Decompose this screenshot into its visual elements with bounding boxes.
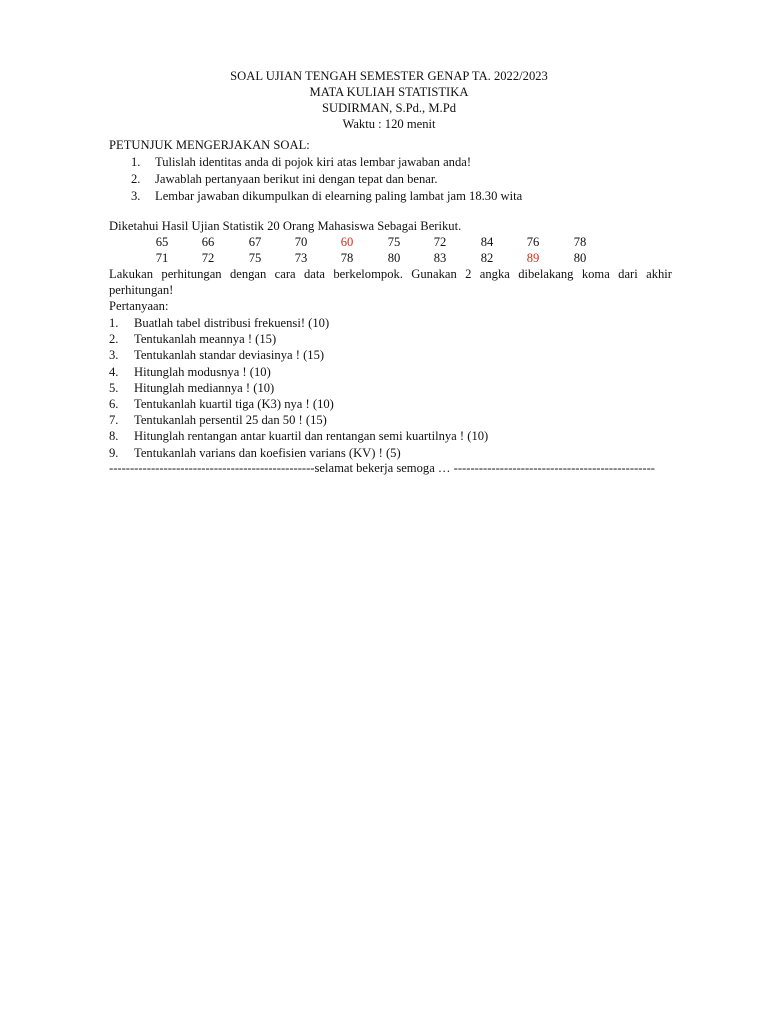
question-number: 8.	[109, 429, 119, 444]
score-value: 65	[155, 235, 169, 249]
score-value: 78	[573, 235, 587, 249]
exam-header	[0, 68, 768, 132]
question-text: Tentukanlah persentil 25 dan 50 ! (15)	[134, 413, 327, 428]
question-number: 4.	[109, 364, 119, 379]
score-value: 72	[433, 235, 447, 249]
data-intro: Diketahui Hasil Ujian Statistik 20 Orang Mahasiswa Sebagai Berikut.	[109, 219, 462, 233]
score-value: 84	[480, 235, 494, 249]
question-number: 5.	[109, 380, 119, 395]
score-value: 80	[387, 251, 401, 265]
instruction-number: 3.	[131, 189, 141, 203]
question-number: 1.	[109, 316, 119, 330]
question-text: Tentukanlah meannya ! (15)	[134, 332, 277, 347]
score-value: 82	[480, 251, 494, 265]
scores-row-1	[0, 234, 768, 250]
score-value: 67	[248, 235, 262, 249]
instruction-text: Jawablah pertanyaan berikut ini dengan tepat dan benar.	[155, 172, 438, 186]
question-text: Buatlah tabel distribusi frekuensi! (10)	[134, 316, 330, 330]
score-value: 70	[294, 235, 308, 249]
score-value: 60	[340, 235, 354, 249]
score-value: 89	[526, 251, 540, 265]
score-value: 71	[155, 251, 169, 265]
question-text: Hitunglah mediannya ! (10)	[134, 380, 275, 395]
question-text: Hitunglah rentangan antar kuartil dan rentangan semi kuartilnya ! (10)	[134, 429, 489, 444]
questions-title: Pertanyaan:	[109, 299, 169, 313]
question-text: Hitunglah modusnya ! (10)	[134, 364, 271, 379]
instruction-text: Lembar jawaban dikumpulkan di elearning paling lambat jam 18.30 wita	[155, 189, 523, 203]
lecturer-name: SUDIRMAN, S.Pd., M.Pd	[321, 101, 457, 115]
scores-row-2	[0, 250, 768, 266]
course-name: MATA KULIAH STATISTIKA	[309, 85, 469, 99]
instruction-text: Tulislah identitas anda di pojok kiri atas lembar jawaban anda!	[155, 155, 472, 169]
question-text: Tentukanlah standar deviasinya ! (15)	[134, 348, 325, 363]
calculation-instruction: Lakukan perhitungan dengan cara data berkelompok. Gunakan 2 angka dibelakang koma dari akhir perhitungan!	[109, 267, 672, 297]
score-value: 72	[201, 251, 215, 265]
exam-duration: Waktu : 120 menit	[342, 117, 436, 131]
question-number: 9.	[109, 445, 119, 460]
instruction-number: 1.	[131, 155, 141, 169]
question-number: 3.	[109, 348, 119, 363]
question-number: 6.	[109, 396, 119, 411]
instructions-title: PETUNJUK MENGERJAKAN SOAL:	[109, 138, 310, 152]
question-number: 2.	[109, 332, 119, 347]
question-number: 7.	[109, 413, 119, 428]
score-value: 76	[526, 235, 540, 249]
score-value: 83	[433, 251, 447, 265]
score-value: 78	[340, 251, 354, 265]
score-value: 66	[201, 235, 215, 249]
instruction-number: 2.	[131, 172, 141, 186]
exam-title: SOAL UJIAN TENGAH SEMESTER GENAP TA. 2022/2023	[230, 69, 548, 83]
score-value: 75	[387, 235, 401, 249]
closing-line: -------------------------------------------------selamat bekerja semoga … ------------------------------------------------	[109, 461, 655, 475]
score-value: 80	[573, 251, 587, 265]
score-value: 75	[248, 251, 262, 265]
score-value: 73	[294, 251, 308, 265]
question-text: Tentukanlah kuartil tiga (K3) nya ! (10)	[134, 396, 334, 411]
question-text: Tentukanlah varians dan koefisien varians (KV) ! (5)	[134, 445, 401, 460]
